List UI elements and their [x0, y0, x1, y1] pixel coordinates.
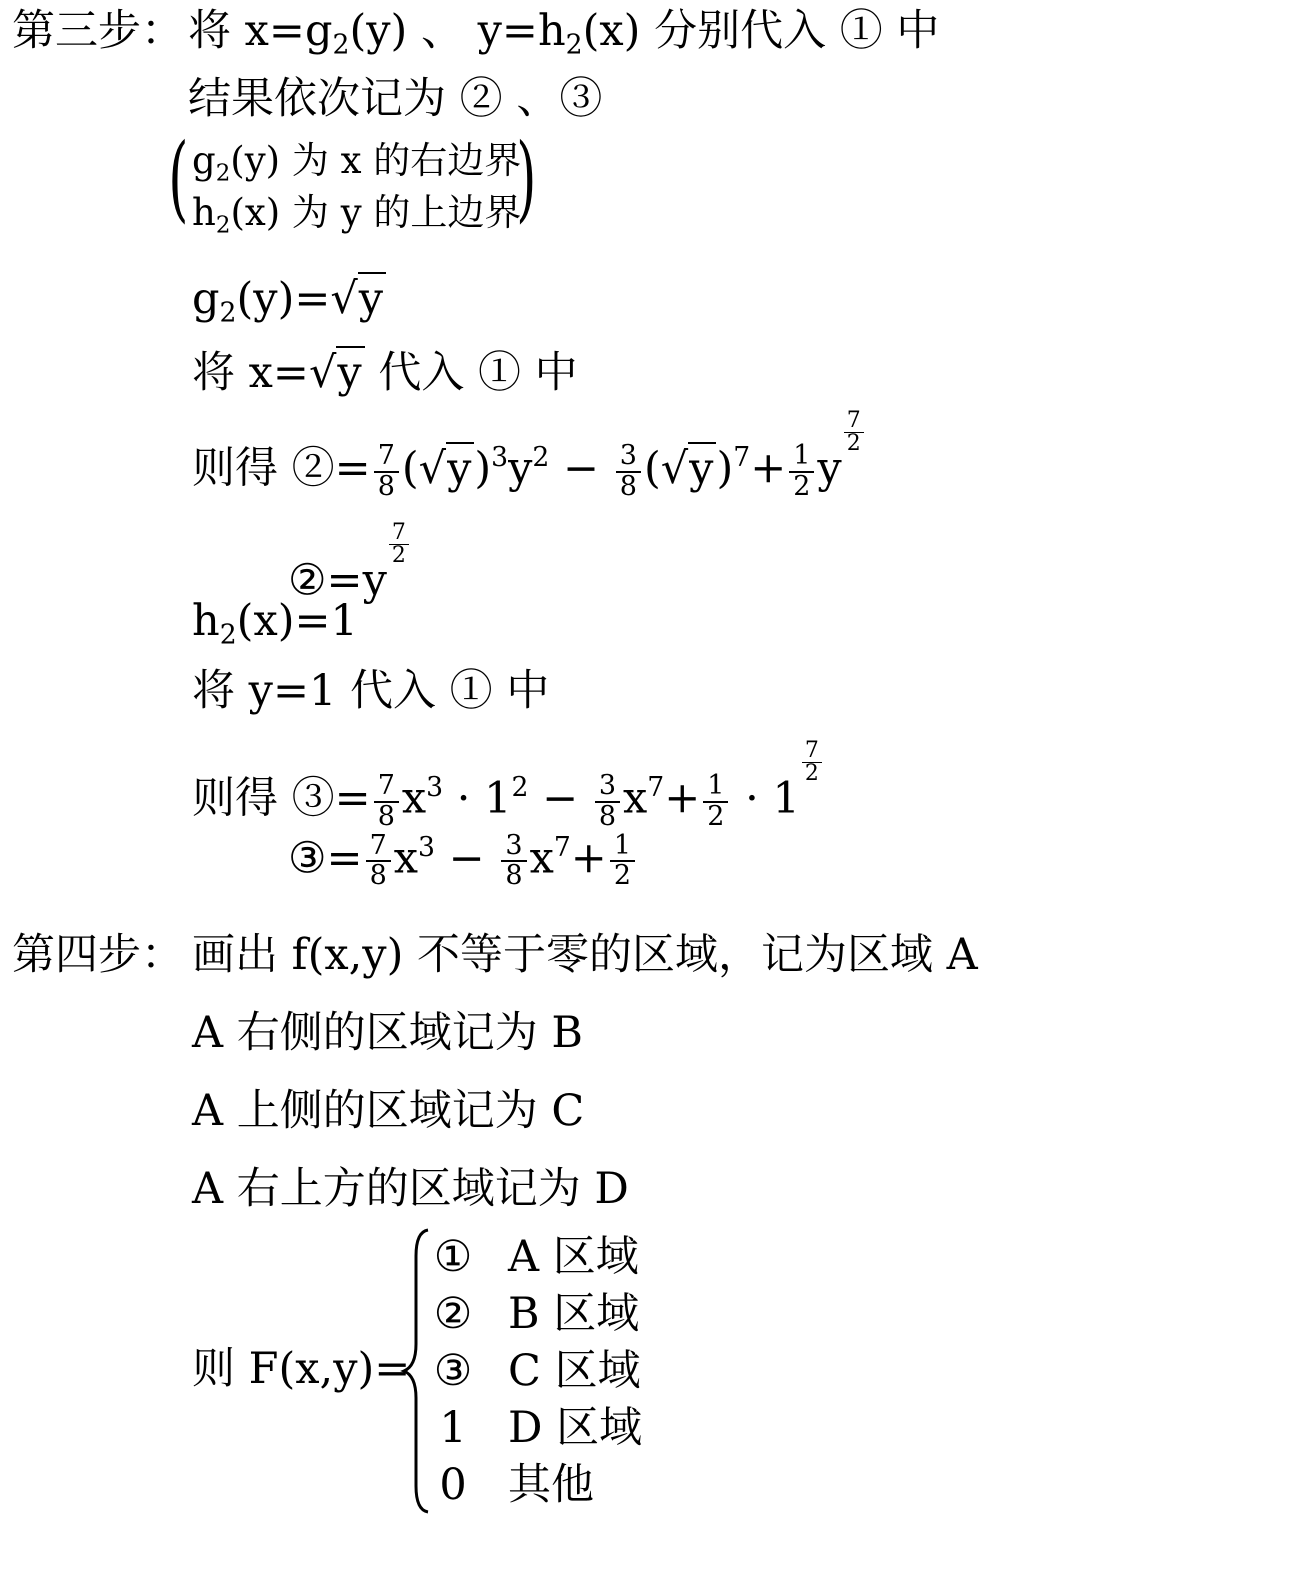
case-region-1: A 区域 [508, 1232, 639, 1282]
fraction: $\frac{1}{2}$ [789, 442, 814, 501]
equation-3: 则得 ③= $\frac{7}{8}$ $x^3 \cdot 1^2$ − $\frac{3}{8}$ $x^7+$ $\frac{1}{2}$ · 1 $\frac{7}{2}$ [192, 740, 822, 831]
sqrt-symbol: √y [419, 448, 475, 491]
substitute-y-line: 将 y=1 代入 ① 中 [192, 666, 550, 716]
fraction: $\frac{7}{8}$ [374, 442, 399, 501]
note-line2: $h_2(x)$ 为 y 的上边界 [192, 191, 522, 239]
fraction: $\frac{7}{8}$ [374, 772, 399, 831]
case-region-2: B 区域 [508, 1289, 640, 1339]
case-value-4: 1 [439, 1403, 467, 1453]
sqrt-symbol: √y [330, 278, 386, 321]
step4-heading: 第四步： [12, 930, 184, 980]
exponent-fraction: $\frac{7}{2}$ [389, 522, 409, 568]
fraction: $\frac{3}{8}$ [616, 442, 641, 501]
exponent-fraction: $\frac{7}{2}$ [844, 410, 864, 456]
step3-heading: 第三步： [12, 6, 184, 56]
fraction: $\frac{3}{8}$ [501, 832, 526, 891]
g2-definition: $g_2(y)=√y$ [192, 278, 386, 321]
step4-line3: A 上侧的区域记为 C [192, 1086, 585, 1136]
case-region-4: D 区域 [508, 1403, 643, 1453]
note-line1: $g_2(y)$ 为 x 的右边界 [192, 139, 522, 187]
equation-2: 则得 ②= $\frac{7}{8}$ $(√y)^3y^2$ − $\frac{3}{8}$ $(√y)^7+$ $\frac{1}{2}$ y $\frac{7}{2}$ [192, 410, 864, 501]
case-region-3: C 区域 [508, 1346, 641, 1396]
fraction: $\frac{7}{8}$ [366, 832, 391, 891]
substitute-x-line: 将 x=√y 代入 ① 中 [192, 348, 578, 398]
case-value-3: ③ [433, 1346, 473, 1396]
note-left-paren: ( [168, 124, 189, 233]
piecewise-lead: 则 F(x,y)= [192, 1344, 411, 1394]
step4-line1: 画出 f(x,y) 不等于零的区域，记为区域 A [192, 930, 978, 980]
step4-line4: A 右上方的区域记为 D [192, 1164, 629, 1214]
fraction: $\frac{1}{2}$ [610, 832, 635, 891]
case-value-2: ② [433, 1289, 473, 1339]
case-value-1: ① [433, 1232, 473, 1282]
note-right-paren: ) [516, 124, 537, 233]
h2-definition: $h_2(x)=1$ [192, 596, 358, 651]
fraction: $\frac{3}{8}$ [595, 772, 620, 831]
case-region-5: 其他 [508, 1460, 594, 1510]
fraction: $\frac{1}{2}$ [703, 772, 728, 831]
sqrt-symbol: √y [309, 352, 365, 395]
exponent-fraction: $\frac{7}{2}$ [802, 740, 822, 786]
result-2: ②=y $\frac{7}{2}$ [288, 522, 409, 603]
result-3: ③= $\frac{7}{8}$ $x^3$ − $\frac{3}{8}$ $x^7+$ $\frac{1}{2}$ [288, 832, 638, 891]
case-value-5: 0 [439, 1460, 467, 1510]
step3-line1: 将 $x=g_2(y)$ 、 $y=h_2(x)$ 分别代入 ① 中 [188, 6, 940, 61]
sqrt-symbol: √y [661, 448, 717, 491]
step3-line2: 结果依次记为 ② 、③ [188, 74, 603, 124]
step4-line2: A 右侧的区域记为 B [192, 1008, 583, 1058]
